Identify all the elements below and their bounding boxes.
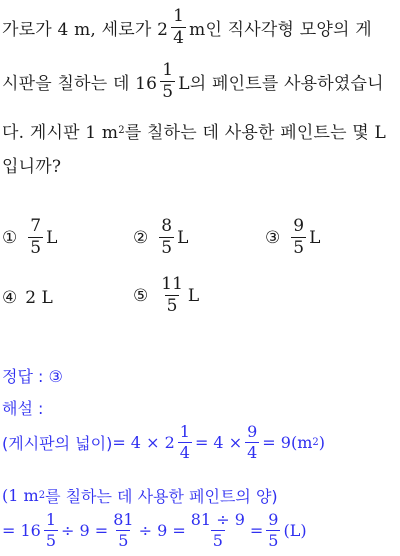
- equation-fraction: $\frac{81 \div 9}{5}$: [190, 510, 245, 550]
- option-5[interactable]: [133, 276, 199, 315]
- equation-text: ÷ 9 =: [61, 521, 109, 540]
- equation-fraction: $\frac{9}{5}$: [268, 510, 279, 550]
- calc-equation: [2, 512, 307, 549]
- paint-label-text: (1 m: [2, 486, 39, 505]
- option-number: ②: [133, 227, 149, 248]
- option-number: ①: [2, 227, 18, 248]
- option-fraction: $\frac{9}{5}$: [293, 216, 305, 258]
- option-unit: L: [46, 227, 58, 248]
- question-text: 를 칠하는 데 사용한 페인트는 몇 L: [124, 123, 387, 143]
- question-line-2: [2, 62, 384, 101]
- equation-fraction: $\frac{9}{4}$: [247, 422, 258, 462]
- equation-text: = 16: [2, 521, 41, 540]
- answer-label: 정답 : ③: [2, 367, 63, 386]
- equation-text: =: [249, 521, 264, 540]
- option-fraction: $\frac{8}{5}$: [161, 216, 173, 258]
- question-text: m인 직사각형 모양의 게: [189, 20, 372, 40]
- equation-text: (L): [283, 521, 307, 540]
- option-number: ③: [265, 227, 281, 248]
- equation-text: = 9(m: [262, 433, 313, 452]
- option-unit: L: [187, 285, 200, 306]
- explanation-label: 해설 :: [2, 399, 44, 418]
- explanation-label-line: [2, 396, 43, 419]
- question-text: L의 페인트를 사용하였습니: [178, 74, 384, 94]
- area-label: (게시판의 넓이): [2, 434, 113, 453]
- option-fraction: $\frac{11}{5}$: [161, 274, 183, 316]
- option-1[interactable]: [2, 218, 57, 257]
- question-line-1: [2, 8, 372, 47]
- equation-fraction: $\frac{1}{4}$: [179, 422, 190, 462]
- equation-text: ÷ 9 =: [138, 521, 186, 540]
- paint-label-line: (1 m 2 를 칠하는 데 사용한 페인트의 양): [2, 486, 278, 506]
- paint-fraction: $\frac{1}{5}$: [162, 60, 174, 102]
- question-text: 가로가 4 m, 세로가 2: [2, 20, 169, 40]
- option-4[interactable]: [2, 288, 53, 308]
- option-unit: L: [309, 227, 321, 248]
- question-text: 입니까?: [2, 157, 62, 177]
- question-text: 시판을 칠하는 데 16: [2, 74, 158, 94]
- question-text: 다. 게시판 1 m: [2, 123, 119, 143]
- option-2[interactable]: [133, 218, 188, 257]
- answer-line: [2, 364, 63, 387]
- option-text: 2 L: [25, 288, 53, 308]
- question-line-3: 다. 게시판 1 m 2 를 칠하는 데 사용한 페인트는 몇 L: [2, 118, 386, 143]
- equation-text: = 4 ×: [194, 433, 243, 452]
- option-number: ④: [2, 288, 18, 308]
- equation-text: = 4 × 2: [112, 433, 175, 452]
- question-line-4: [2, 152, 61, 177]
- paint-label-text: 를 칠하는 데 사용한 페인트의 양): [45, 487, 278, 506]
- equation-text: ): [318, 433, 326, 452]
- width-fraction: $\frac{1}{4}$: [173, 6, 185, 48]
- option-unit: L: [177, 227, 189, 248]
- equation-fraction: $\frac{81}{5}$: [113, 510, 134, 550]
- option-fraction: $\frac{7}{5}$: [30, 216, 42, 258]
- option-number: ⑤: [133, 285, 149, 306]
- equation-fraction: $\frac{1}{5}$: [45, 510, 57, 550]
- area-equation: (게시판의 넓이) = 4 × 2 $\frac{1}{4}$ = 4 × $\frac{9}{4}$ = 9(m 2 ): [2, 422, 326, 462]
- option-3[interactable]: [265, 218, 320, 257]
